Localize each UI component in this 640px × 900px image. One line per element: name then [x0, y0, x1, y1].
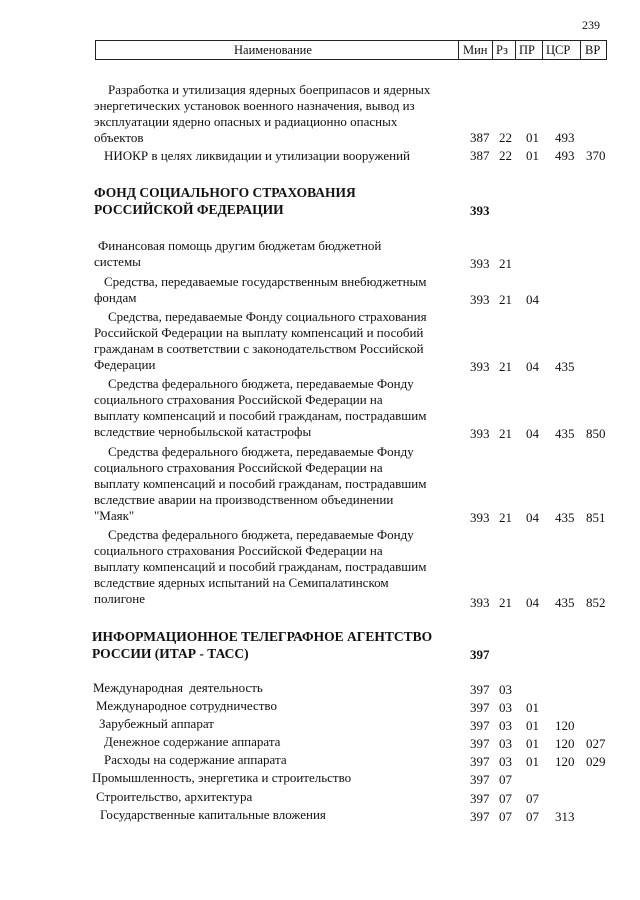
row-rz: 07: [499, 772, 512, 787]
row-name: Строительство, архитектура: [96, 789, 253, 804]
header-pr: ПР: [519, 43, 535, 57]
row-rz: 22: [499, 148, 512, 163]
row-name: Средства, передаваемые государственным внебюджетным фондам: [94, 274, 427, 305]
row-pr: 04: [526, 510, 539, 525]
row-csr: 120: [555, 754, 575, 769]
row-min: 397: [470, 754, 490, 769]
row-csr: 313: [555, 809, 575, 824]
row-pr: 01: [526, 700, 539, 715]
header-vr: ВР: [585, 43, 601, 57]
section-heading: ИНФОРМАЦИОННОЕ ТЕЛЕГРАФНОЕ АГЕНТСТВО РОССИИ (ИТАР - ТАСС): [92, 629, 433, 661]
row-csr: 120: [555, 718, 575, 733]
row-pr: 01: [526, 736, 539, 751]
row-pr: 04: [526, 595, 539, 610]
row-min: 397: [470, 736, 490, 751]
row-csr: 435: [555, 359, 575, 374]
row-name: Международное сотрудничество: [96, 698, 277, 713]
row-min: 393: [470, 203, 490, 218]
header-name: Наименование: [234, 43, 312, 57]
header-min: Мин: [463, 43, 488, 57]
row-vr: 852: [586, 595, 606, 610]
row-min: 387: [470, 148, 490, 163]
row-vr: 850: [586, 426, 606, 441]
row-rz: 03: [499, 754, 512, 769]
row-min: 393: [470, 510, 490, 525]
row-min: 397: [470, 718, 490, 733]
row-min: 397: [470, 700, 490, 715]
row-min: 393: [470, 292, 490, 307]
row-csr: 435: [555, 595, 575, 610]
row-name: Средства федерального бюджета, передаваемые Фонду социального страхования Российской Федерации на выплату компенсаций и пособий гражданам, пострадавшим вследствие чернобыльской катастрофы: [94, 376, 427, 439]
row-pr: 01: [526, 718, 539, 733]
row-pr: 04: [526, 359, 539, 374]
row-name: Международная деятельность: [93, 680, 263, 695]
row-rz: 07: [499, 791, 512, 806]
row-min: 393: [470, 256, 490, 271]
row-csr: 120: [555, 736, 575, 751]
row-rz: 03: [499, 700, 512, 715]
row-min: 387: [470, 130, 490, 145]
row-vr: 851: [586, 510, 606, 525]
row-min: 397: [470, 647, 490, 662]
row-name: Зарубежный аппарат: [99, 716, 214, 731]
row-rz: 21: [499, 256, 512, 271]
row-min: 393: [470, 359, 490, 374]
row-name: Расходы на содержание аппарата: [104, 752, 287, 767]
row-vr: 029: [586, 754, 606, 769]
row-min: 393: [470, 595, 490, 610]
row-rz: 03: [499, 736, 512, 751]
row-min: 397: [470, 682, 490, 697]
row-rz: 07: [499, 809, 512, 824]
row-pr: 01: [526, 130, 539, 145]
row-rz: 21: [499, 359, 512, 374]
row-csr: 493: [555, 148, 575, 163]
row-pr: 01: [526, 754, 539, 769]
row-vr: 370: [586, 148, 606, 163]
section-heading: ФОНД СОЦИАЛЬНОГО СТРАХОВАНИЯ РОССИЙСКОЙ ФЕДЕРАЦИИ: [94, 185, 356, 217]
row-rz: 21: [499, 426, 512, 441]
row-min: 397: [470, 772, 490, 787]
row-min: 397: [470, 791, 490, 806]
row-name: НИОКР в целях ликвидации и утилизации вооружений: [104, 148, 410, 163]
page-number: 239: [582, 18, 600, 32]
row-rz: 21: [499, 292, 512, 307]
row-rz: 03: [499, 718, 512, 733]
row-pr: 04: [526, 292, 539, 307]
row-name: Средства федерального бюджета, передаваемые Фонду социального страхования Российской Федерации на выплату компенсаций и пособий гражданам, пострадавшим вследствие ядерных испытаний на Семипалатинском полигоне: [94, 527, 427, 606]
header-rz: Рз: [496, 43, 508, 57]
row-csr: 435: [555, 510, 575, 525]
row-rz: 21: [499, 510, 512, 525]
row-vr: 027: [586, 736, 606, 751]
row-pr: 01: [526, 148, 539, 163]
row-name: Денежное содержание аппарата: [104, 734, 281, 749]
row-name: Финансовая помощь другим бюджетам бюджетной системы: [94, 238, 382, 269]
row-pr: 07: [526, 791, 539, 806]
row-pr: 04: [526, 426, 539, 441]
row-rz: 22: [499, 130, 512, 145]
row-csr: 493: [555, 130, 575, 145]
row-name: Средства федерального бюджета, передаваемые Фонду социального страхования Российской Федерации на выплату компенсаций и пособий гражданам, пострадавшим вследствие аварии на производственном объединении "Маяк": [94, 444, 427, 523]
row-rz: 21: [499, 595, 512, 610]
row-csr: 435: [555, 426, 575, 441]
row-name: Государственные капитальные вложения: [100, 807, 326, 822]
row-name: Разработка и утилизация ядерных боеприпасов и ядерных энергетических установок военного назначения, вывод из эксплуатации ядерно опасных и радиационно опасных объектов: [94, 82, 431, 145]
row-rz: 03: [499, 682, 512, 697]
header-csr: ЦСР: [546, 43, 571, 57]
row-pr: 07: [526, 809, 539, 824]
row-min: 397: [470, 809, 490, 824]
row-name: Промышленность, энергетика и строительство: [92, 770, 352, 785]
row-name: Средства, передаваемые Фонду социального страхования Российской Федерации на выплату компенсаций и пособий гражданам в соответствии с законодательством Российской Федерации: [94, 309, 427, 372]
row-min: 393: [470, 426, 490, 441]
